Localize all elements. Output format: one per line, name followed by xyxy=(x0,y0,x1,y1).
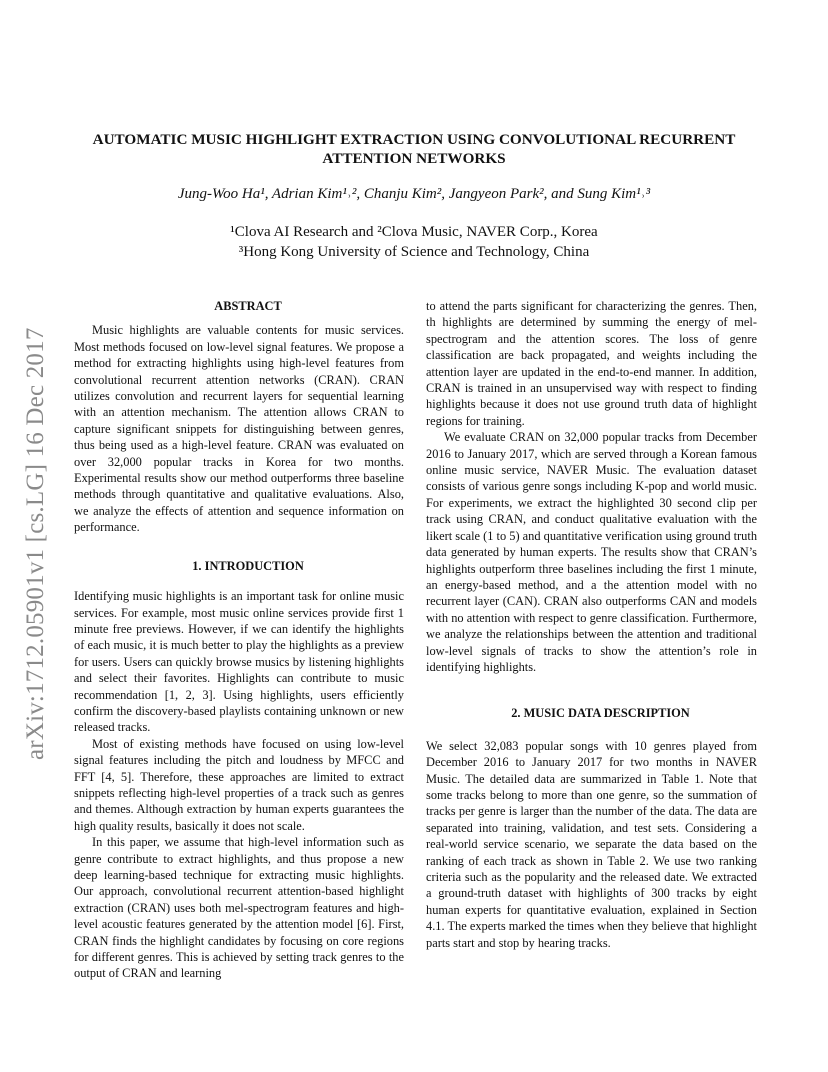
left-column xyxy=(74,298,404,982)
intro-paragraph-3: In this paper, we assume that high-level information such as genre contribute to extract highlights, and thus propose a new deep learning-based technique for extracting music highlights. Our approach, convolutional recurrent attention-based highlight extraction (CRAN) uses both mel-spectrogram features and high-level acoustic features generated by the attention model [6]. First, CRAN finds the highlight candidates by focusing on core regions for different genres. This is achieved by setting track genres to the output of CRAN and learning xyxy=(74,835,404,981)
intro-paragraph-4: to attend the parts significant for characterizing the genres. Then, th highlights are determined by summing the energy of mel-spectrogram and the attention scores. The loss of genre classification are back propagated, and weights including the attention layer are updated in the end-to-end manner. In addition, CRAN is trained in an unsupervised way with respect to finding highlights because it does not use ground truth data of highlight regions for training. xyxy=(426,299,757,428)
affiliation-line-1: ¹Clova AI Research and ²Clova Music, NAVER Corp., Korea xyxy=(230,224,598,240)
author-list: Jung-Woo Ha¹, Adrian Kim¹˒², Chanju Kim², Jangyeon Park², and Sung Kim¹˒³ xyxy=(177,186,651,202)
intro-paragraph-2: Most of existing methods have focused on using low-level signal features including the pitch and loudness by MFCC and FFT [4, 5]. Therefore, these approaches are limited to extract snippets reflecting high-level properties of a track such as genres and themes. Although extraction by human experts guarantees the high quality results, basically it does not scale. xyxy=(74,736,404,833)
arxiv-identifier: arXiv:1712.05901v1 [cs.LG] 16 Dec 2017 xyxy=(22,327,49,760)
paper-title: AUTOMATIC MUSIC HIGHLIGHT EXTRACTION USING CONVOLUTIONAL RECURRENT ATTENTION NETWORKS xyxy=(92,131,736,167)
abstract-text: Music highlights are valuable contents for music services. Most methods focused on low-level signal features. We propose a method for extracting highlights using high-level features from convolutional recurrent attention networks (CRAN). CRAN utilizes convolution and recurrent layers for sequential learning with an attention mechanism. The attention allows CRAN to capture significant snippets for distinguishing between genres, thus being used as a high-level feature. CRAN was evaluated on over 32,000 popular tracks in Korea for two months. Experimental results show our method outperforms three baseline methods through quantitative and qualitative evaluations. Also, we analyze the effects of attention and sequence information on performance. xyxy=(74,323,404,535)
introduction-heading: 1. INTRODUCTION xyxy=(192,558,304,573)
right-column xyxy=(426,298,757,951)
abstract-heading: ABSTRACT xyxy=(214,299,282,313)
data-description-heading: 2. MUSIC DATA DESCRIPTION xyxy=(511,706,690,721)
intro-paragraph-5: We evaluate CRAN on 32,000 popular tracks from December 2016 to January 2017, which are served through a Korean famous online music service, NAVER Music. The evaluation dataset consists of various genre songs including K-pop and world music. For experiments, we extract the highlighted 30 second clip per track using CRAN, and conduct qualitative evaluation with the likert scale (1 to 5) and quantitative verification using ground truth data generated by human experts. The results show that CRAN’s highlights outperform three baselines including the first 1 minute, an energy-based method, and a the attention model with no recurrent layer (CAN). CRAN also outperforms CAN and models with no attention with respect to genre classification. Furthermore, we analyze the relationships between the attention and traditional low-level signals of tracks to show the attention’s role in identifying highlights. xyxy=(426,430,758,674)
intro-paragraph-1: Identifying music highlights is an important task for online music services. For example, most music online services provide first 1 minute free previews. However, if we can identify the highlights of each music, it is much better to play the highlights as a preview for users. Users can quickly browse musics by listening highlights and select their favorites. Highlights can contribute to music recommendation [1, 2, 3]. Using highlights, users efficiently confirm the discovery-based playlists containing unknown or new released tracks. xyxy=(74,589,404,735)
affiliation-line-2: ³Hong Kong University of Science and Technology, China xyxy=(238,244,590,260)
data-paragraph-1: We select 32,083 popular songs with 10 genres played from December 2016 to January 2017 for two months in NAVER Music. The detailed data are summarized in Table 1. Note that some tracks belong to more than one genre, so the summation of tracks per genre is larger than the number of the data. The data are separated into training, validation, and test sets. Considering a real-world service scenario, we separate the data based on the ranking of each track as shown in Table 2. We use two ranking criteria such as the popularity and the released date. We extracted a ground-truth dataset with highlights of 300 tracks by eight human experts for quantitative evaluation, explained in Section 4.1. The experts marked the times when they believe that highlight parts start and stop by hearing tracks. xyxy=(426,738,757,950)
